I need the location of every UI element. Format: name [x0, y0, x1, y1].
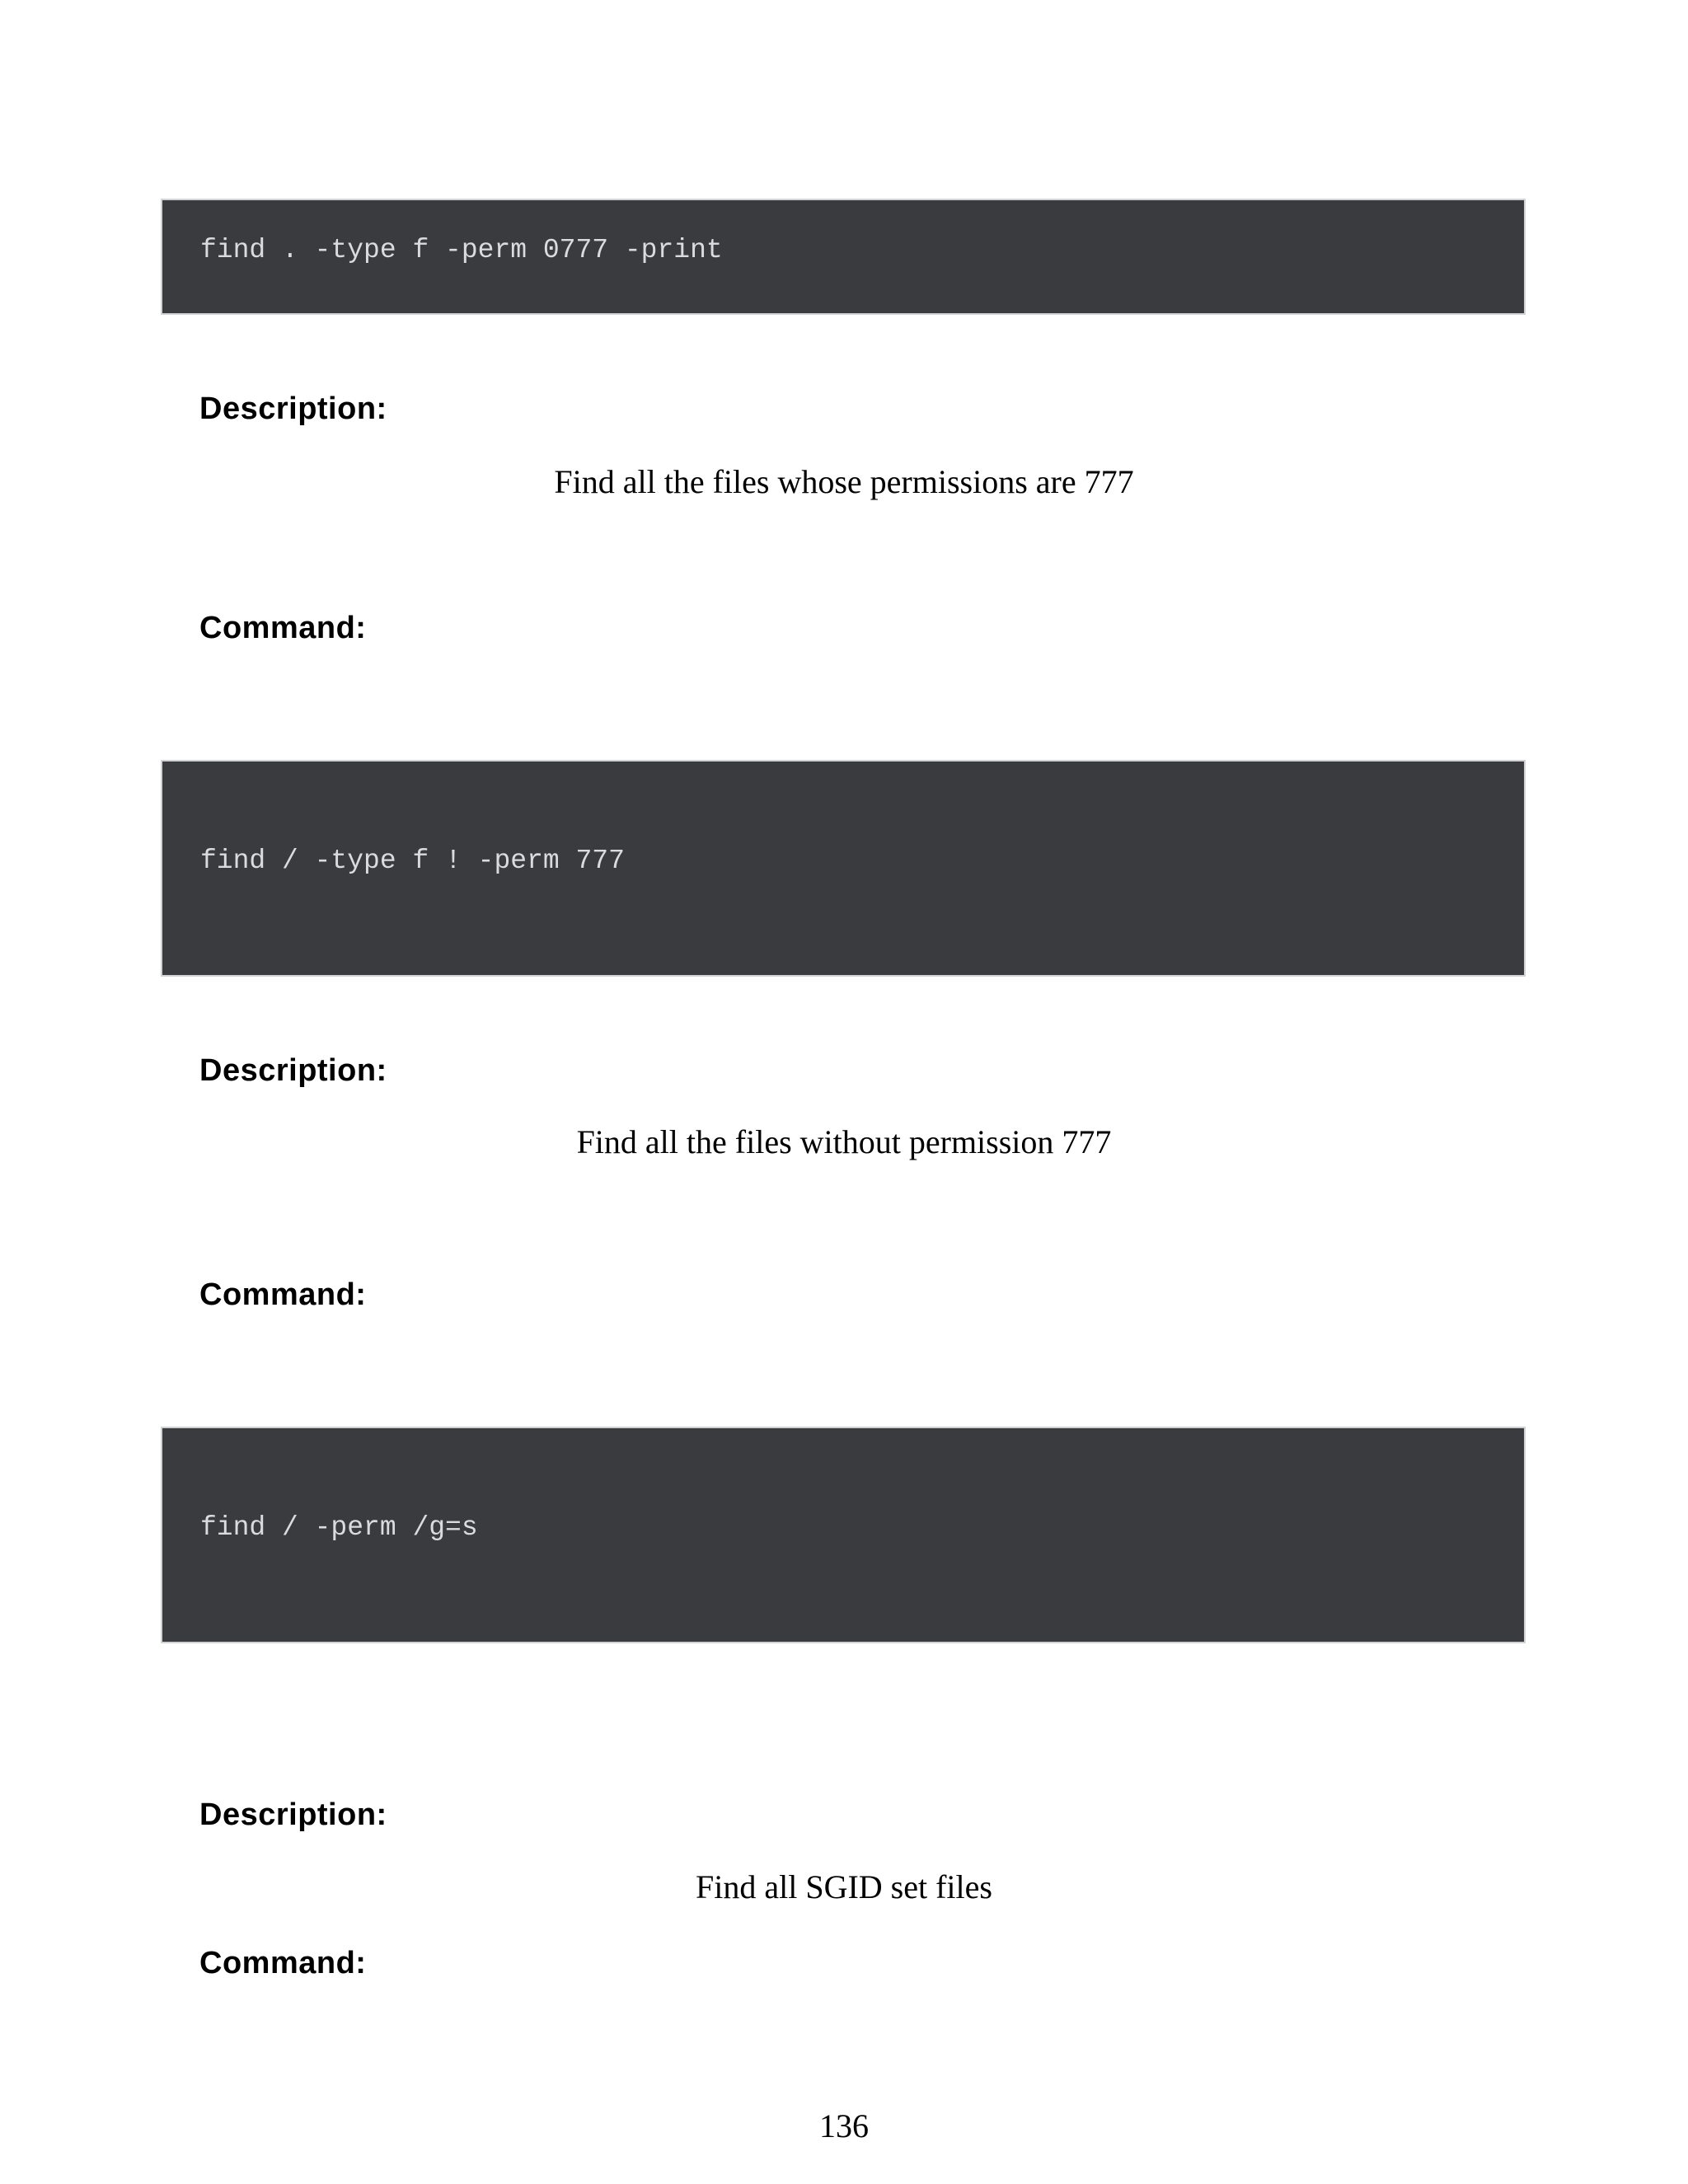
description-label: Description:	[199, 1053, 387, 1088]
description-text: Find all the files without permission 777	[576, 1123, 1112, 1160]
code-command: find / -type f ! -perm 777	[200, 846, 625, 876]
code-command: find . -type f -perm 0777 -print	[200, 235, 723, 265]
code-block	[161, 1427, 1526, 1643]
page-number: 136	[819, 2107, 869, 2144]
description-label: Description:	[199, 391, 387, 426]
command-label: Command:	[199, 1946, 367, 1980]
command-label: Command:	[199, 1277, 367, 1312]
code-command: find / -perm /g=s	[200, 1512, 478, 1543]
description-label: Description:	[199, 1797, 387, 1832]
description-text: Find all the files whose permissions are 777	[554, 463, 1134, 500]
code-block	[161, 760, 1526, 977]
code-block	[161, 199, 1526, 315]
description-text: Find all SGID set files	[696, 1868, 992, 1905]
command-label: Command:	[199, 611, 367, 645]
